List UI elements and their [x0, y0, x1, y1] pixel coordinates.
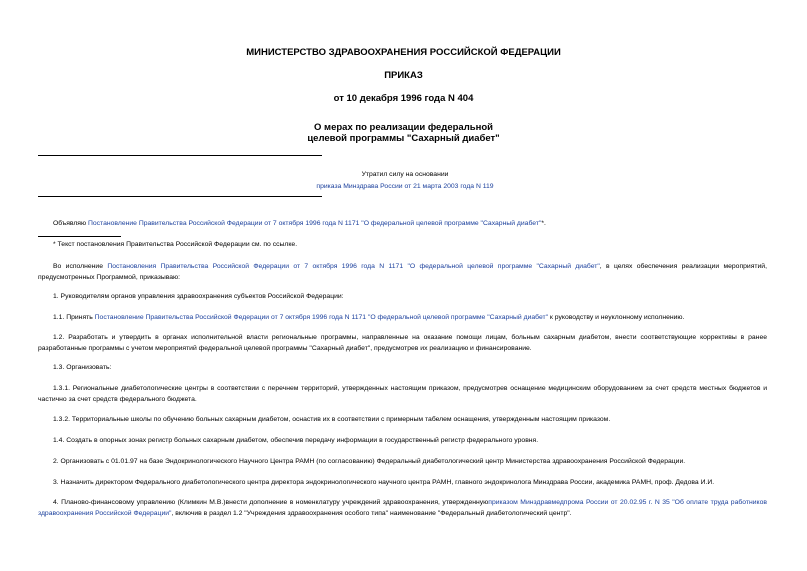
announce-decree-link[interactable]: Постановление Правительства Российской Федерации от 7 октября 1996 года N 1171 "О федеральной целевой программе "Сахарный диабет" — [87, 220, 542, 227]
item-3: 3. Назначить директором Федерального диабетологического центра директора эндокринологического научного центра РАМН, главного эндокринолога Минздрава России, академика РАМН, проф. Дедова И.И. — [53, 479, 715, 486]
item-4-order-link[interactable]: приказом Минздравмедпрома России от 20.02.95 г. N 35 "Об оплате труда работников здравоохранения Российской Федерации" — [38, 499, 767, 517]
ministry-heading: МИНИСТЕРСТВО ЗДРАВООХРАНЕНИЯ РОССИЙСКОЙ ФЕДЕРАЦИИ — [246, 47, 561, 58]
item-1-1-lead: 1.1. Принять — [53, 314, 95, 321]
announce-paragraph — [53, 218, 767, 229]
item-1-2: 1.2. Разработать и утвердить в органах исполнительной власти региональные программы, направленные на оказание помощи лицам, больным сахарным диабетом, внести соответствующие коррективы в ранее разработанные программы с учетом мероприятий федеральной целевой программы "Сахарный диабет", предусмотрев их реализацию и финансирование. — [38, 334, 767, 352]
item-1-3-1: 1.3.1. Региональные диабетологические центры в соответствии с перечнем территорий, утвержденных настоящим приказом, предусмотрев оснащение медицинским оборудованием за счет средств местных бюджетов и частично за счет средств федерального бюджета. — [38, 385, 767, 403]
execution-decree-link[interactable]: Постановления Правительства Российской Федерации от 7 октября 1996 года N 1171 "О федеральной целевой программе "Сахарный диабет" — [107, 263, 600, 270]
item-4-lead: 4. Планово-финансовому управлению (Климкин М.В.)внести дополнение в номенклатуру учреждений здравоохранения, утвержденную — [53, 499, 489, 506]
announce-tail: *. — [541, 220, 546, 227]
repeal-order-link[interactable]: приказа Минздрава России от 21 марта 2003 года N 119 — [316, 183, 494, 190]
execution-tail: , в целях обеспечения реализации мероприятий, предусмотренных Программой, приказываю: — [38, 263, 767, 281]
document-type: ПРИКАЗ — [384, 70, 423, 81]
item-1-1 — [53, 312, 767, 323]
repeal-link-line — [300, 183, 510, 190]
document-date-number: от 10 декабря 1996 года N 404 — [333, 93, 474, 104]
item-1-1-decree-link[interactable]: Постановление Правительства Российской Федерации от 7 октября 1996 года N 1171 "О федеральной целевой программе "Сахарный диабет" — [94, 314, 549, 321]
document-title-line-1: О мерах по реализации федеральной — [314, 122, 493, 133]
announce-lead: Объявляю — [53, 220, 88, 227]
repeal-note: Утратил силу на основании — [361, 171, 449, 178]
footnote-text: * Текст постановления Правительства Российской Федерации см. по ссылке. — [53, 241, 298, 248]
item-1-1-tail: к руководству и неуклонному исполнению. — [548, 314, 685, 321]
item-2: 2. Организовать с 01.01.97 на базе Эндокринологического Научного Центра РАМН (по согласованию) Федеральный диабетологический центр Министерства здравоохранения Российской Федерации. — [53, 458, 686, 465]
item-4-tail: , включив в раздел 1.2 "Учреждения здравоохранения особого типа" наименование "Федеральный диабетологический центр". — [171, 510, 572, 517]
separator-top — [38, 155, 322, 156]
execution-lead: Во исполнение — [53, 263, 108, 270]
item-1-3-2: 1.3.2. Территориальные школы по обучению больных сахарным диабетом, оснастив их в соответствии с примерным табелем оснащения, утвержденным настоящим приказом. — [53, 416, 611, 423]
item-4 — [38, 497, 767, 519]
footnote-rule — [38, 236, 121, 237]
execution-paragraph — [38, 261, 767, 283]
document-title-line-2: целевой программы "Сахарный диабет" — [307, 133, 500, 144]
item-1-4: 1.4. Создать в опорных зонах регистр больных сахарным диабетом, обеспечив передачу информации в государственный регистр федерального уровня. — [53, 437, 539, 444]
item-1: 1. Руководителям органов управления здравоохранения субъектов Российской Федерации: — [53, 293, 344, 300]
item-1-3: 1.3. Организовать: — [53, 364, 112, 371]
document-title — [0, 122, 807, 144]
separator-bottom — [38, 196, 322, 197]
